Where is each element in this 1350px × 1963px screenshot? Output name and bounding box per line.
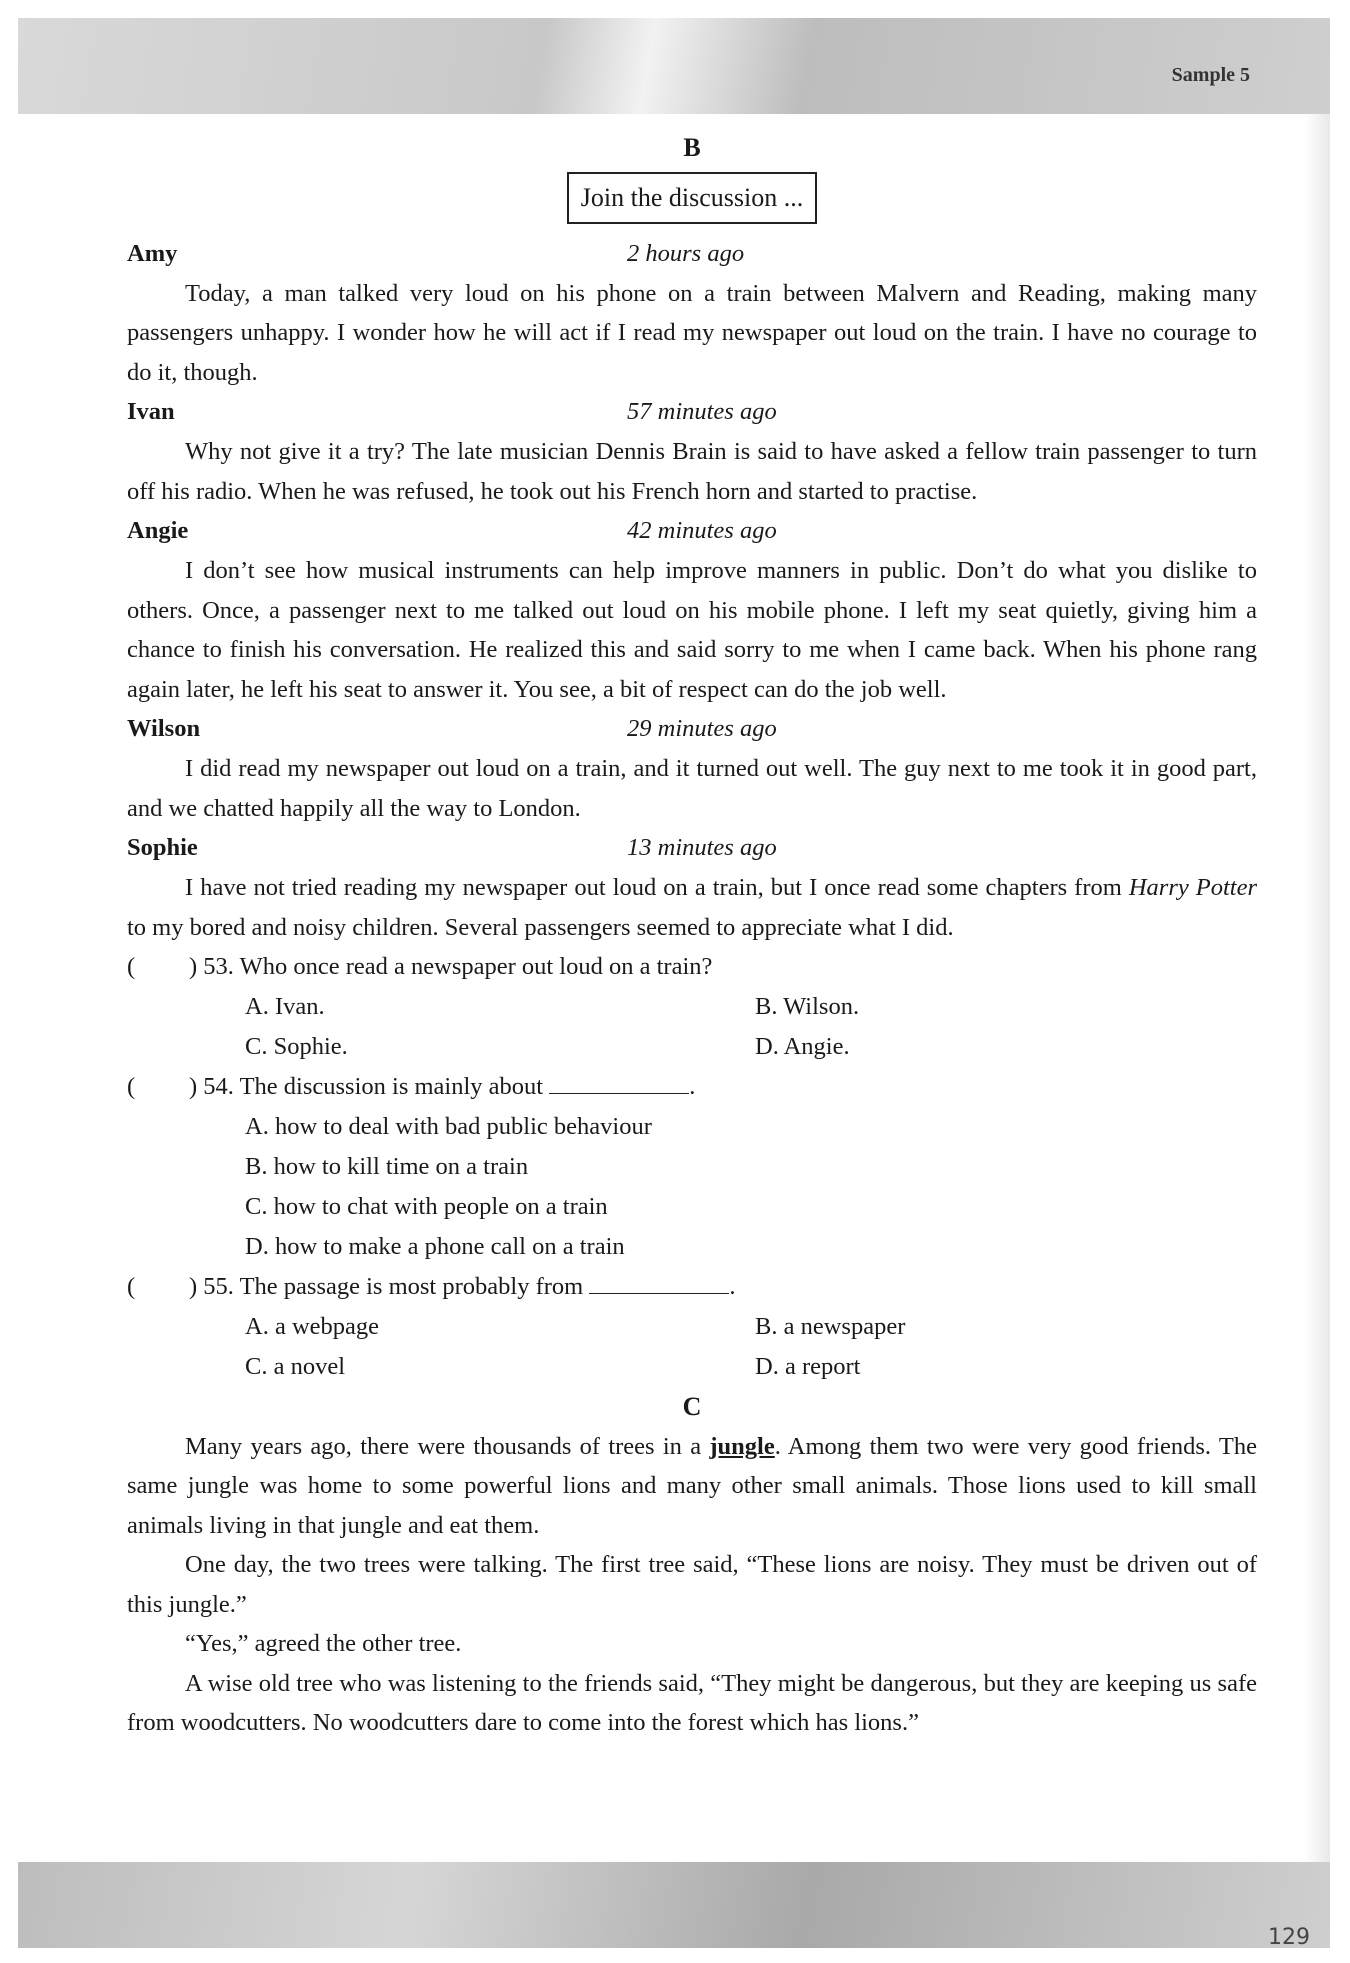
question-end: .	[689, 1073, 696, 1100]
post-body: Why not give it a try? The late musician Dennis Brain is said to have asked a fellow train passenger to turn off his radio. When he was refused, he took out his French horn and started to practise.	[127, 438, 1257, 505]
post-author: Angie	[127, 517, 189, 544]
question-text	[189, 1267, 735, 1307]
post-body: I did read my newspaper out loud on a train, and it turned out well. The guy next to me took it in good part, and we chatted happily all the way to London.	[127, 755, 1257, 822]
options-row	[127, 1307, 1257, 1347]
book-title: Harry Potter	[1128, 874, 1257, 901]
post-header	[127, 511, 1257, 551]
discussion-box-wrap	[127, 172, 1257, 224]
post-angie	[127, 511, 1257, 709]
keyword-jungle: jungle	[709, 1432, 775, 1460]
option-a[interactable]: A. Ivan.	[245, 993, 325, 1020]
options-row	[127, 987, 1257, 1027]
post-ivan	[127, 392, 1257, 511]
post-amy	[127, 234, 1257, 393]
post-header	[127, 828, 1257, 868]
story-text: Many years ago, there were thousands of trees in a	[185, 1432, 710, 1460]
option-c[interactable]: C. Sophie.	[245, 1033, 348, 1060]
post-time: 42 minutes ago	[627, 517, 777, 544]
post-author: Sophie	[127, 834, 198, 861]
option-a[interactable]: A. how to deal with bad public behaviour	[245, 1113, 652, 1140]
post-body	[127, 868, 1257, 947]
post-author: Amy	[127, 239, 178, 267]
post-body: Today, a man talked very loud on his phone on a train between Malvern and Reading, making many passengers unhappy. I wonder how he will act if I read my newspaper out loud on the train. I have no courage to do it, though.	[127, 279, 1257, 386]
option-b[interactable]: B. Wilson.	[755, 993, 860, 1020]
story-paragraph	[127, 1427, 1257, 1546]
option-d[interactable]: D. a report	[755, 1353, 861, 1380]
page-header-band	[18, 18, 1330, 114]
section-c-heading: C	[682, 1392, 702, 1421]
post-text: to my bored and noisy children. Several passengers seemed to appreciate what I did.	[127, 913, 954, 941]
post-body: I don’t see how musical instruments can help improve manners in public. Don’t do what you dislike to others. Once, a passenger next to me talked out loud on his mobile phone. I left my seat quietly, giving him a chance to finish his conversation. He realized this and said sorry to me when I came back. When his phone rang again later, he left his seat to answer it. You see, a bit of respect can do the job well.	[127, 557, 1257, 703]
post-header	[127, 234, 1257, 274]
options-row	[127, 1187, 1257, 1227]
option-b[interactable]: B. how to kill time on a train	[245, 1153, 529, 1180]
question-stem: ) 55. The passage is most probably from	[189, 1273, 584, 1300]
section-b-heading: B	[683, 133, 701, 162]
story-paragraph: “Yes,” agreed the other tree.	[185, 1630, 462, 1657]
page-footer-band	[18, 1862, 1330, 1948]
question-55	[127, 1267, 1257, 1307]
options-row	[127, 1147, 1257, 1187]
answer-blank[interactable]	[549, 1069, 689, 1094]
options-row	[127, 1347, 1257, 1387]
post-time: 57 minutes ago	[627, 398, 777, 425]
option-c[interactable]: C. a novel	[245, 1353, 346, 1380]
discussion-box-title: Join the discussion ...	[567, 172, 817, 224]
options-row	[127, 1107, 1257, 1147]
question-54	[127, 1067, 1257, 1107]
post-time: 13 minutes ago	[627, 834, 777, 861]
story-text: . Among them two were very good friends. The same jungle was home to some powerful lions and many other small animals. Those lions used to kill small animals living in that jungle and eat them.	[127, 1432, 1257, 1539]
question-text	[189, 1067, 695, 1107]
option-a[interactable]: A. a webpage	[245, 1313, 380, 1340]
post-time: 2 hours ago	[627, 239, 745, 267]
question-stem: ) 54. The discussion is mainly about	[189, 1073, 544, 1100]
options-row	[127, 1227, 1257, 1267]
question-text: ) 53. Who once read a newspaper out loud on a train?	[189, 953, 713, 980]
page-content	[127, 128, 1257, 1743]
post-header	[127, 709, 1257, 749]
page-number: 129	[1268, 1925, 1310, 1950]
option-d[interactable]: D. Angie.	[755, 1033, 850, 1060]
sample-label: Sample 5	[1171, 64, 1250, 86]
answer-bracket[interactable]: (	[127, 953, 136, 980]
post-text: I have not tried reading my newspaper out loud on a train, but I once read some chapters from	[185, 874, 1129, 901]
story-paragraph: One day, the two trees were talking. The first tree said, “These lions are noisy. They must be driven out of this jungle.”	[127, 1551, 1257, 1618]
post-author: Ivan	[127, 398, 175, 425]
story-paragraph: A wise old tree who was listening to the friends said, “They might be dangerous, but they are keeping us safe from woodcutters. No woodcutters dare to come into the forest which has lions.”	[127, 1669, 1257, 1736]
answer-bracket[interactable]: (	[127, 1273, 136, 1300]
post-header	[127, 392, 1257, 432]
option-b[interactable]: B. a newspaper	[755, 1313, 906, 1340]
post-author: Wilson	[127, 715, 201, 742]
post-wilson	[127, 709, 1257, 828]
option-c[interactable]: C. how to chat with people on a train	[245, 1193, 608, 1220]
options-row	[127, 1027, 1257, 1067]
answer-blank[interactable]	[589, 1269, 729, 1294]
question-53	[127, 947, 1257, 987]
post-time: 29 minutes ago	[627, 715, 777, 742]
answer-bracket[interactable]: (	[127, 1073, 136, 1100]
post-sophie	[127, 828, 1257, 947]
page-edge-shadow	[1304, 114, 1330, 1864]
question-end: .	[729, 1273, 736, 1300]
option-d[interactable]: D. how to make a phone call on a train	[245, 1233, 625, 1260]
